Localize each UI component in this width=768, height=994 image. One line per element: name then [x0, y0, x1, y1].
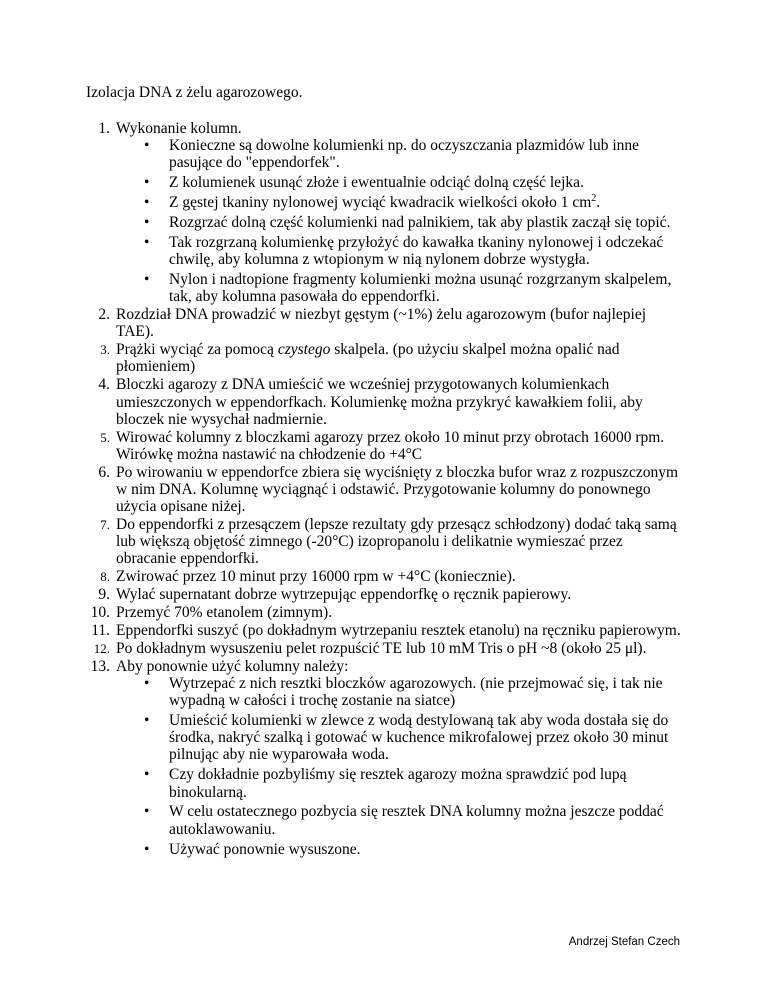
author-footer: Andrzej Stefan Czech	[568, 936, 680, 948]
sub-list-item	[116, 214, 686, 231]
list-item	[86, 464, 686, 516]
sub-item-text: Nylon i nadtopione fragmenty kolumienki można usunąć rozgrzanym skalpelem, tak, aby kolumna pasowała do eppendorfki.	[169, 271, 672, 306]
list-item	[86, 341, 686, 375]
item-text: Wykonanie kolumn.	[116, 120, 242, 137]
sub-item-text: Tak rozgrzaną kolumienkę przyłożyć do kawałka tkaniny nylonowej i odczekać chwilę, aby kolumna z wtopionym w nią nylonem dobrze wystygła.	[169, 233, 664, 269]
item-text-emphasis: czystego	[277, 341, 331, 359]
list-item	[86, 640, 686, 657]
item-number: 11.	[91, 622, 110, 639]
item-number: 13.	[90, 657, 110, 675]
bullet-icon: •	[144, 674, 150, 692]
item-number: 6.	[98, 463, 110, 481]
sub-list-item	[116, 194, 686, 211]
sub-item-text	[169, 194, 686, 211]
item-number: 10.	[90, 604, 110, 622]
item-text: Po dokładnym wysuszeniu pelet rozpuścić TE lub 10 mM Tris o pH ~8 (około 25 μl).	[116, 639, 647, 657]
sub-list-item	[116, 766, 686, 800]
item-number: 5.	[100, 429, 110, 445]
sub-item-text-part: Z gęstej tkaniny nylonowej wyciąć kwadracik wielkości około 1 cm	[169, 194, 592, 212]
item-number: 8.	[100, 569, 110, 585]
sub-list-item	[116, 137, 686, 171]
item-number: 1.	[98, 120, 110, 137]
item-text: Po wirowaniu w eppendorfce zbiera się wyciśnięty z bloczka bufor wraz z rozpuszczonym w nim DNA. Kolumnę wyciągnąć i odstawić. Przygotowanie kolumny do ponownego użycia opisane niżej.	[116, 463, 679, 516]
list-item	[86, 658, 686, 858]
item-number: 7.	[100, 517, 110, 533]
item-number: 12.	[93, 640, 110, 656]
item-number: 2.	[98, 306, 110, 324]
list-item	[86, 622, 686, 639]
item-text-part: Prążki wyciąć za pomocą	[116, 341, 278, 359]
item-text: Zwirować przez 10 minut przy 16000 rpm w +4°C (koniecznie).	[116, 568, 516, 586]
bullet-icon: •	[144, 233, 150, 251]
sub-item-text: Wytrzepać z nich resztki bloczków agarozowych. (nie przejmować się, i tak nie wypadną w całości i trochę zostanie na siatce)	[169, 674, 663, 710]
sub-item-text-part: .	[596, 194, 601, 212]
bullet-icon: •	[144, 194, 150, 212]
sub-list-item	[116, 841, 686, 858]
page-title: Izolacja DNA z żelu agarozowego.	[86, 84, 303, 101]
item-text: Rozdział DNA prowadzić w niezbyt gęstym (~1%) żelu agarozowym (bufor najlepiej TAE).	[116, 306, 647, 341]
bullet-icon: •	[144, 174, 150, 192]
list-item	[86, 120, 686, 305]
list-item	[86, 604, 686, 621]
item-text: Wylać supernatant dobrze wytrzepując eppendorfkę o ręcznik papierowy.	[116, 586, 572, 604]
list-item	[86, 376, 686, 428]
sub-list-item	[116, 712, 686, 764]
sub-item-text: W celu ostatecznego pozbycia się resztek DNA kolumny można jeszcze poddać autoklawowaniu.	[169, 803, 664, 838]
item-text: Eppendorfki suszyć (po dokładnym wytrzepaniu resztek etanolu) na ręczniku papierowym.	[116, 622, 681, 639]
item-text: Wirować kolumny z bloczkami agarozy przez około 10 minut przy obrotach 16000 rpm. Wirówkę można nastawić na chłodzenie do +4°C	[116, 428, 665, 463]
sub-item-text: Rozgrzać dolną część kolumienki nad palnikiem, tak aby plastik zaczął się topić.	[169, 214, 671, 232]
sub-list-item	[116, 803, 686, 837]
bullet-icon: •	[144, 803, 150, 821]
item-text: Do eppendorfki z przesączem (lepsze rezultaty gdy przesącz schłodzony) dodać taką samą lub większą objętość zimnego (-20°C) izopropanolu i delikatnie wymieszać przez obracanie eppendorfki.	[116, 516, 677, 568]
sub-list-item	[116, 174, 686, 191]
bullet-icon: •	[144, 840, 150, 858]
list-item	[86, 306, 686, 340]
sub-list	[116, 675, 686, 858]
sub-item-text: Czy dokładnie pozbyliśmy się resztek agarozy można sprawdzić pod lupą binokularną.	[169, 766, 627, 801]
bullet-icon: •	[144, 214, 150, 232]
bullet-icon: •	[144, 766, 150, 784]
item-text: Bloczki agarozy z DNA umieścić we wcześniej przygotowanych kolumienkach umieszczonych w eppendorfkach. Kolumienkę można przykryć kawałkiem folii, aby bloczek nie wysychał nadmiernie.	[116, 376, 643, 428]
sub-list-item	[116, 234, 686, 268]
bullet-icon: •	[144, 271, 150, 289]
sub-list-item	[116, 675, 686, 709]
superscript: 2	[591, 193, 597, 205]
sub-item-text: Konieczne są dowolne kolumienki np. do oczyszczania plazmidów lub inne pasujące do "eppendorfek".	[169, 137, 640, 172]
list-item	[86, 568, 686, 585]
item-number: 3.	[100, 342, 110, 358]
sub-item-text: Umieścić kolumienki w zlewce z wodą destylowaną tak aby woda dostała się do środka, nakryć szalką i gotować w kuchence mikrofalowej przez około 30 minut pilnując aby nie wyparowała woda.	[169, 712, 669, 764]
item-text	[116, 341, 686, 375]
sub-item-text: Używać ponownie wysuszone.	[169, 840, 361, 858]
list-item	[86, 429, 686, 463]
list-item	[86, 586, 686, 603]
sub-list	[116, 137, 686, 305]
sub-list-item	[116, 271, 686, 305]
bullet-icon: •	[144, 137, 150, 155]
item-text-part: skalpela. (po użyciu skalpel można opalić nad płomieniem)	[116, 341, 620, 376]
sub-item-text: Z kolumienek usunąć złoże i ewentualnie odciąć dolną część lejka.	[169, 174, 584, 192]
item-text: Aby ponownie użyć kolumny należy:	[116, 657, 349, 675]
list-item	[86, 516, 686, 568]
item-text: Przemyć 70% etanolem (zimnym).	[116, 604, 333, 622]
item-number: 4.	[98, 376, 110, 394]
item-number: 9.	[98, 586, 110, 604]
bullet-icon: •	[144, 712, 150, 730]
procedure-list	[86, 120, 686, 858]
